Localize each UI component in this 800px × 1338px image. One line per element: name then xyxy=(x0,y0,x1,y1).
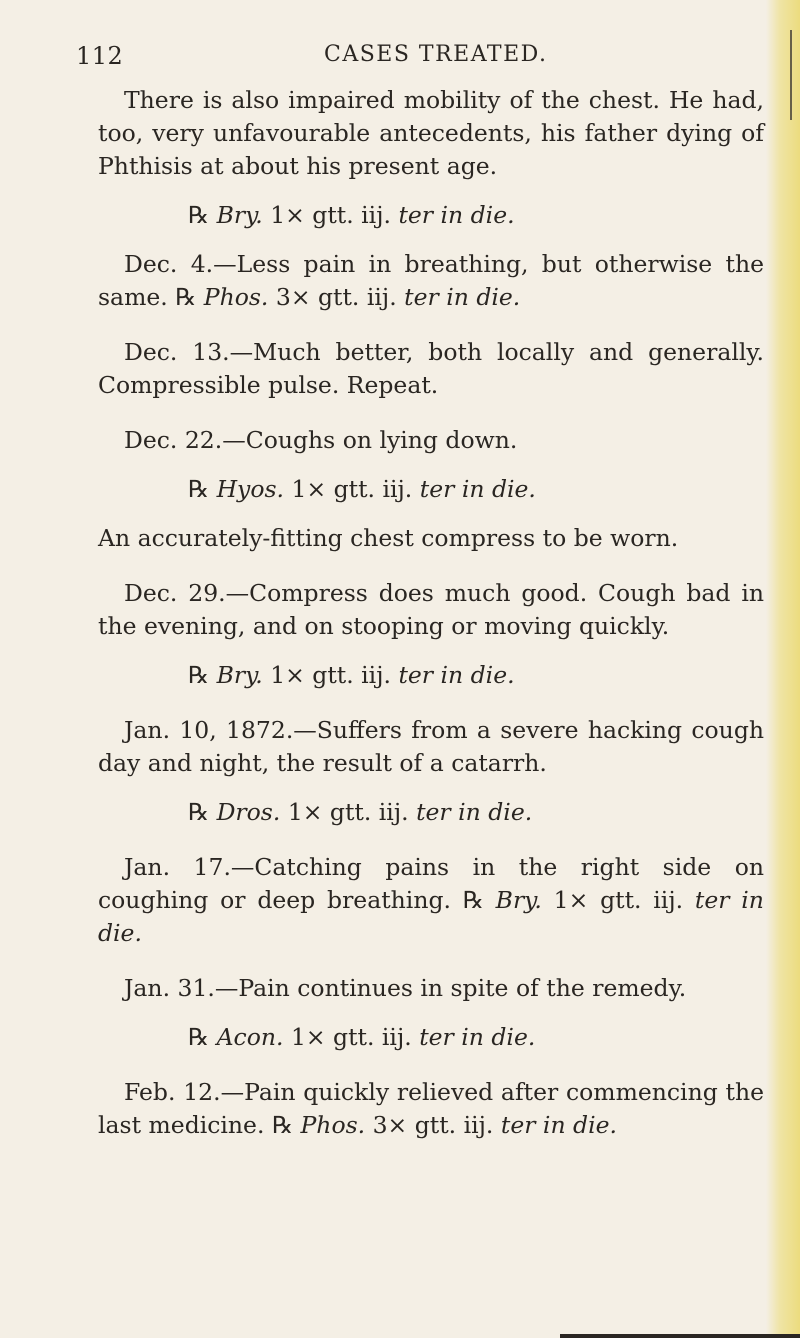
remedy-name: Bry. xyxy=(216,201,263,229)
remedy-dose: 1× gtt. iij. xyxy=(270,661,391,689)
remedy-frequency: ter in die. xyxy=(398,661,515,689)
recipe-symbol: ℞ xyxy=(271,1111,294,1139)
recipe-symbol: ℞ xyxy=(462,886,484,914)
recipe-symbol: ℞ xyxy=(188,798,210,826)
recipe-symbol: ℞ xyxy=(188,1023,210,1051)
prescription xyxy=(98,1021,764,1054)
entry-text: Jan. 17.—Catching pains in the right side on coughing or deep breathing. xyxy=(98,853,764,914)
prescription xyxy=(98,796,764,829)
paragraph xyxy=(98,248,764,314)
paragraph: Jan. 10, 1872.—Suffers from a severe hacking cough day and night, the result of a catarrh. xyxy=(98,716,764,777)
remedy-name: Bry. xyxy=(216,661,263,689)
entry-text: Feb. 12.—Pain quickly relieved after commencing the last medicine. xyxy=(98,1078,764,1139)
remedy-dose: 3× gtt. iij. xyxy=(275,283,397,311)
paragraph: Dec. 13.—Much better, both locally and generally. Compressible pulse. Repeat. xyxy=(98,338,764,399)
recipe-symbol: ℞ xyxy=(188,201,210,229)
remedy-frequency: ter in die. xyxy=(419,475,536,503)
page-number: 112 xyxy=(76,42,124,70)
paragraph: Dec. 22.—Coughs on lying down. xyxy=(124,426,518,454)
running-head: CASES TREATED. xyxy=(324,42,548,67)
page-bottom-rule xyxy=(560,1334,800,1338)
remedy-dose: 1× gtt. iij. xyxy=(287,798,409,826)
prescription xyxy=(98,199,764,232)
remedy-dose: 3× gtt. iij. xyxy=(372,1111,494,1139)
paragraph xyxy=(98,1076,764,1142)
remedy-name: Hyos. xyxy=(216,475,285,503)
prescription xyxy=(98,473,764,506)
remedy-dose: 1× gtt. iij. xyxy=(291,475,413,503)
remedy-name: Phos. xyxy=(203,283,269,311)
recipe-symbol: ℞ xyxy=(175,283,197,311)
paragraph: An accurately-fitting chest compress to be worn. xyxy=(98,524,679,552)
page-header xyxy=(76,42,756,72)
page-body xyxy=(98,84,764,1142)
remedy-dose: 1× gtt. iij. xyxy=(270,201,391,229)
remedy-frequency: ter in die. xyxy=(500,1111,617,1139)
recipe-symbol: ℞ xyxy=(188,661,210,689)
remedy-name: Bry. xyxy=(495,886,542,914)
remedy-name: Acon. xyxy=(216,1023,284,1051)
entry-text: Dec. 4.—Less pain in breathing, but otherwise the same. xyxy=(98,250,764,311)
paragraph xyxy=(98,851,764,950)
remedy-dose: 1× gtt. iij. xyxy=(553,886,684,914)
paragraph: Dec. 29.—Compress does much good. Cough bad in the evening, and on stooping or moving quickly. xyxy=(98,579,764,640)
remedy-frequency: ter in die. xyxy=(416,798,533,826)
remedy-name: Dros. xyxy=(216,798,281,826)
recipe-symbol: ℞ xyxy=(188,475,210,503)
remedy-frequency: ter in die. xyxy=(419,1023,536,1051)
remedy-name: Phos. xyxy=(300,1111,366,1139)
paragraph: There is also impaired mobility of the chest. He had, too, very unfavourable antecedents, his father dying of Phthisis at about his present age. xyxy=(98,86,764,180)
remedy-frequency: ter in die. xyxy=(404,283,521,311)
page-edge-stain xyxy=(766,0,800,1338)
remedy-dose: 1× gtt. iij. xyxy=(290,1023,412,1051)
remedy-frequency: ter in die. xyxy=(398,201,515,229)
paragraph: Jan. 31.—Pain continues in spite of the remedy. xyxy=(124,974,687,1002)
prescription xyxy=(98,659,764,692)
page-edge-mark xyxy=(790,30,792,120)
remedy-frequency: ter in die. xyxy=(98,886,764,947)
